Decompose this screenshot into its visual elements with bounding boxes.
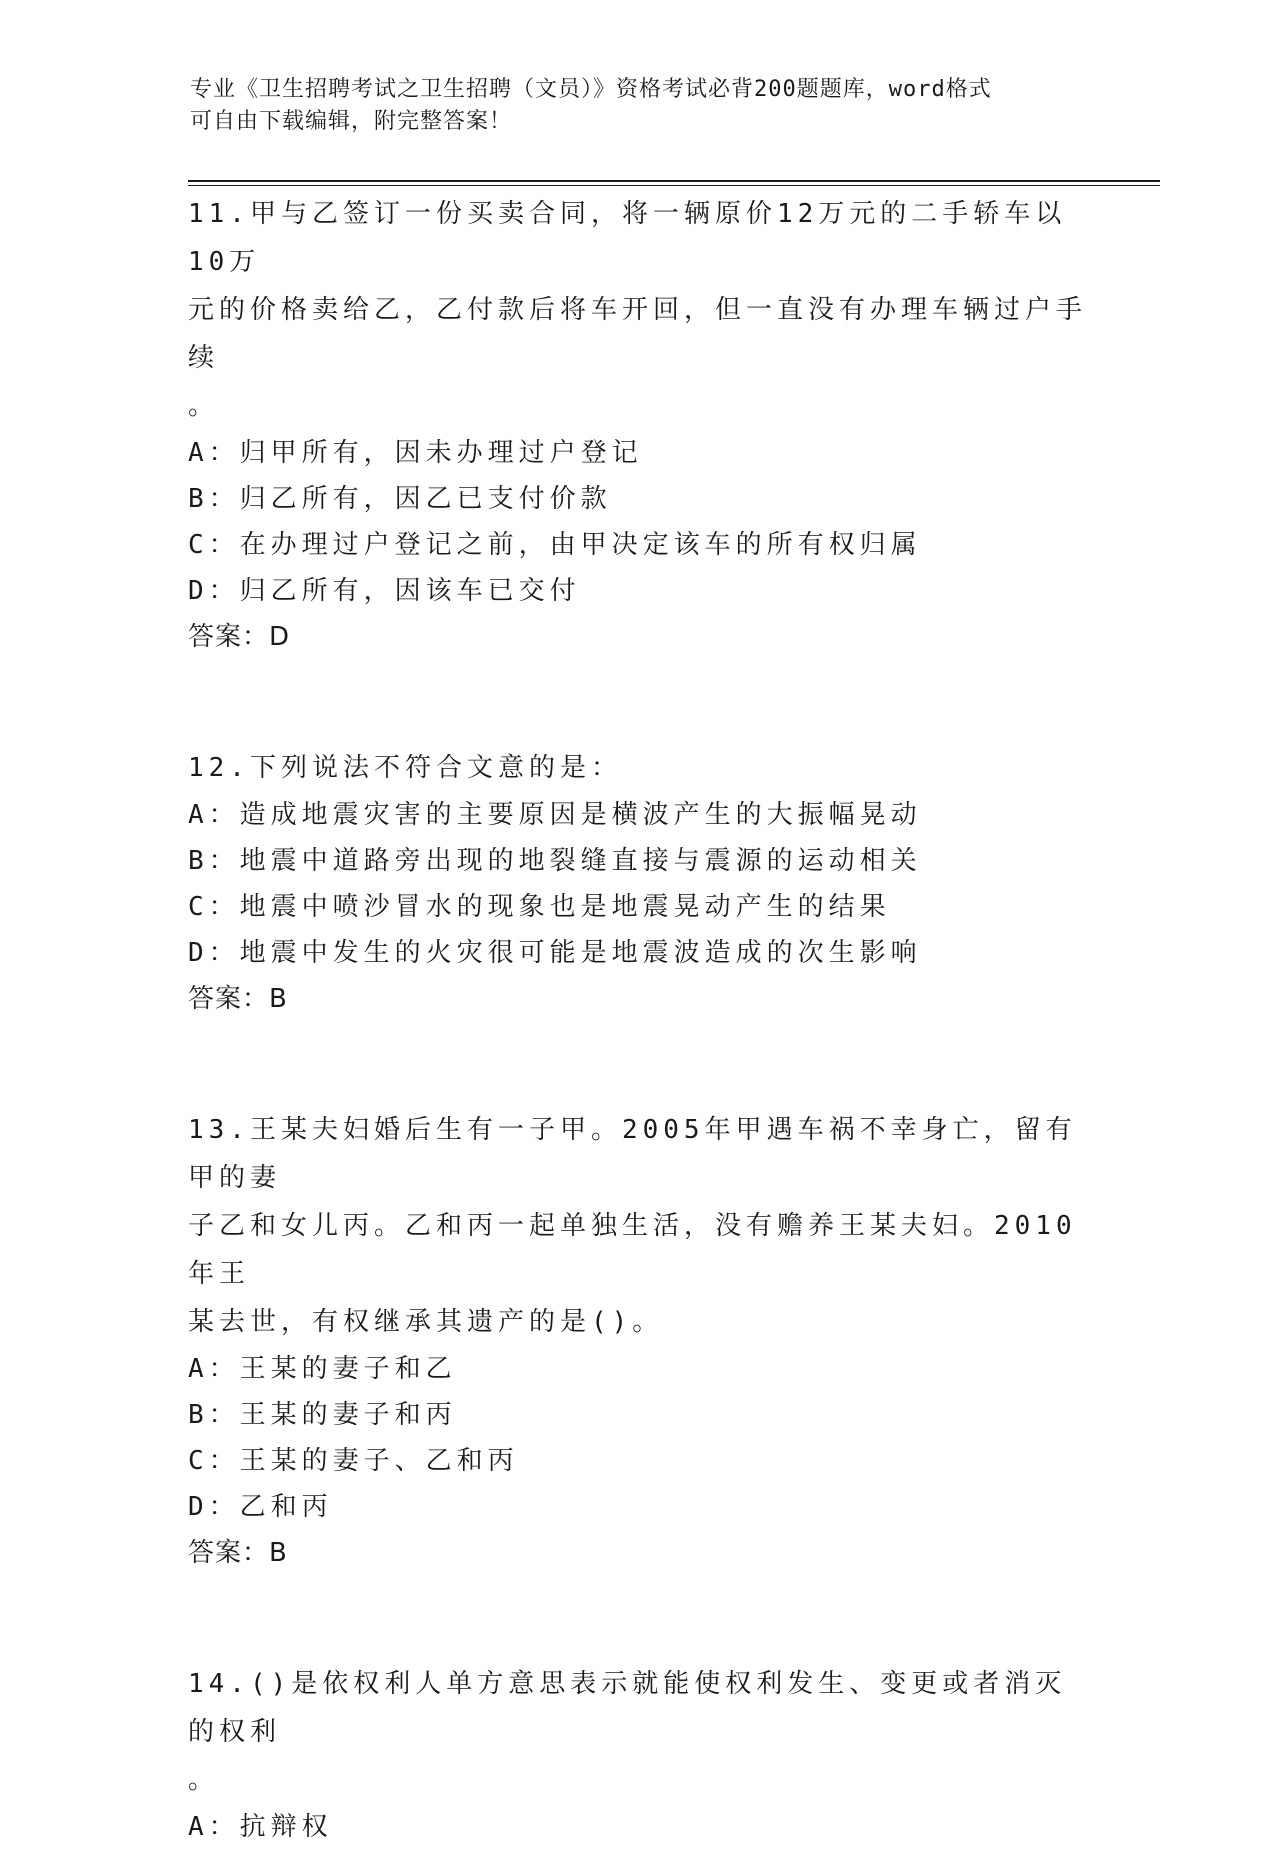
- question-12: [188, 744, 1088, 1022]
- option-c: C：在办理过户登记之前，由甲决定该车的所有权归属: [188, 530, 922, 560]
- header-line-2: 可自由下载编辑，附完整答案！: [190, 109, 513, 134]
- option-b: B：归乙所有，因乙已支付价款: [188, 484, 612, 514]
- option-d: D：地震中发生的火灾很可能是地震波造成的次生影响: [188, 938, 922, 968]
- question-text-line: 。: [188, 1765, 220, 1795]
- question-11: [188, 190, 1088, 660]
- question-14: [188, 1660, 1088, 1850]
- option-d: D：归乙所有，因该车已交付: [188, 576, 581, 606]
- option-c: C：王某的妻子、乙和丙: [188, 1446, 519, 1476]
- question-text-line: 。: [188, 391, 220, 421]
- answer-line: 答案：D: [188, 622, 291, 652]
- option-d: D：乙和丙: [188, 1492, 333, 1522]
- option-c: C：地震中喷沙冒水的现象也是地震晃动产生的结果: [188, 892, 891, 922]
- header-divider-thin: [188, 185, 1160, 186]
- header-divider-thick: [188, 180, 1160, 182]
- header-line-1: 专业《卫生招聘考试之卫生招聘（文员）》资格考试必背200题题库，word格式: [190, 77, 992, 102]
- question-list: [188, 190, 1088, 1850]
- question-text-line: 元的价格卖给乙，乙付款后将车开回，但一直没有办理车辆过户手续: [188, 295, 1088, 373]
- question-text-line: 11.甲与乙签订一份买卖合同，将一辆原价12万元的二手轿车以10万: [188, 199, 1067, 277]
- question-text-line: 14.()是依权利人单方意思表示就能使权利发生、变更或者消灭的权利: [188, 1669, 1067, 1747]
- option-b: B：王某的妻子和丙: [188, 1400, 457, 1430]
- option-a: A：造成地震灾害的主要原因是横波产生的大振幅晃动: [188, 800, 922, 830]
- document-header: [190, 74, 1090, 138]
- option-a: A：抗辩权: [188, 1812, 333, 1842]
- option-a: A：归甲所有，因未办理过户登记: [188, 438, 643, 468]
- question-text-line: 12.下列说法不符合文意的是：: [188, 753, 622, 783]
- question-text-line: 子乙和女儿丙。乙和丙一起单独生活，没有赡养王某夫妇。2010年王: [188, 1211, 1077, 1289]
- answer-line: 答案：B: [188, 984, 288, 1014]
- answer-line: 答案：B: [188, 1538, 288, 1568]
- question-text-line: 某去世，有权继承其遗产的是()。: [188, 1307, 664, 1337]
- question-13: [188, 1106, 1088, 1576]
- option-b: B：地震中道路旁出现的地裂缝直接与震源的运动相关: [188, 846, 922, 876]
- question-text-line: 13.王某夫妇婚后生有一子甲。2005年甲遇车祸不幸身亡，留有甲的妻: [188, 1115, 1077, 1193]
- option-a: A：王某的妻子和乙: [188, 1354, 457, 1384]
